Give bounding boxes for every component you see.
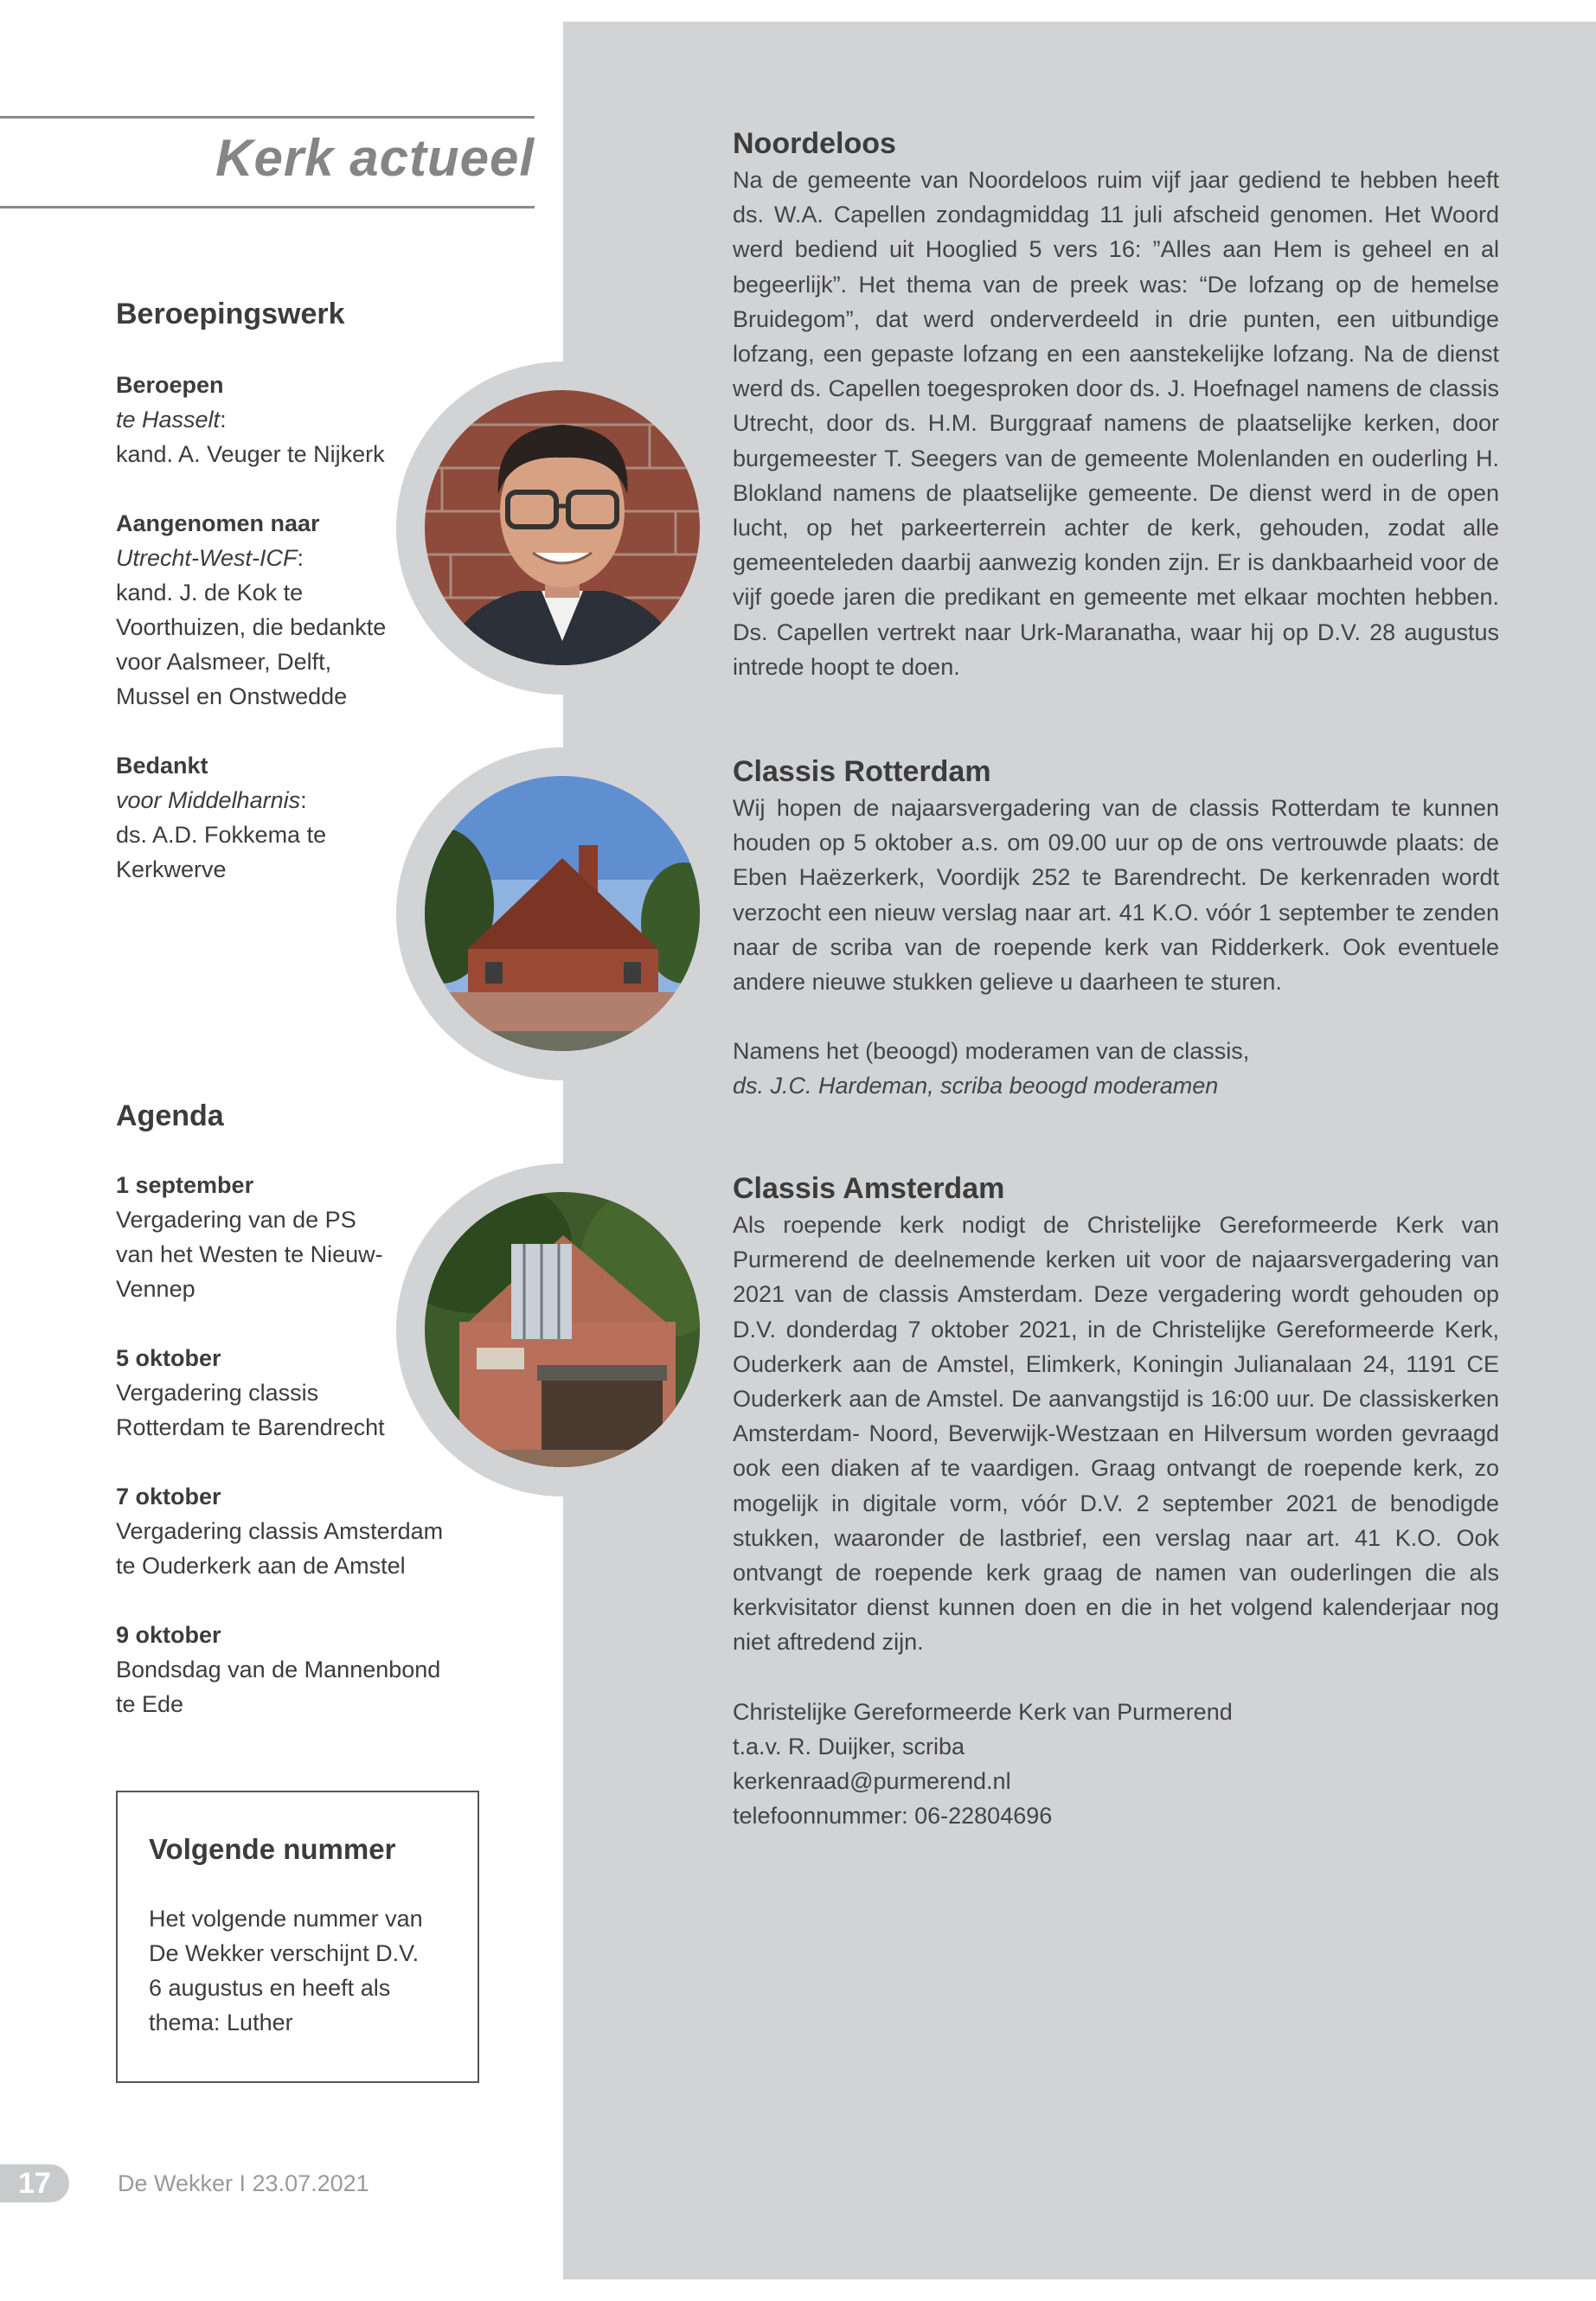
beroepen-label: Beroepen (116, 372, 224, 398)
amsterdam-contact-email: kerkenraad@purmerend.nl (733, 1768, 1011, 1795)
amsterdam-contact-line: Christelijke Gereformeerde Kerk van Purmerend (733, 1698, 1233, 1725)
agenda-date: 7 oktober (116, 1484, 221, 1509)
noordeloos-section (733, 125, 1499, 684)
footer-publication: De Wekker I 23.07.2021 (118, 2170, 369, 2196)
amsterdam-text: Als roepende kerk nodigt de Christelijke Gereformeerde Kerk van Purmerend de deelnemende kerken uit voor de najaarsvergadering van 2021 van de classis Amsterdam. Deze vergadering wordt gehouden op D.V. donderdag 7 oktober 2021, in de Christelijke Gereformeerde Kerk, Ouderkerk aan de Amstel, Elimkerk, Koningin Julianalaan 24, 1191 CE Ouderkerk aan de Amstel. De aanvangstijd is 16:00 uur. De classiskerken Amsterdam- Noord, Beverwijk-Westzaan en Hilversum worden gevraagd ook een diaken af te vaardigen. Graag ontvangt de roepende kerk, zo mogelijk in digitale vorm, vóór D.V. 2 september 2021 de benodigde stukken, waaronder de lastbrief, een verslag naar art. 41 K.O. Ook ontvangt de roepende kerk graag de namen van ouderlingen die als kerkvisitator dienst kunnen doen en die in het volgend kalenderjaar nog niet aftredend zijn. (733, 1212, 1499, 1656)
agenda-item (116, 1479, 497, 1583)
beroepingswerk-title: Beroepingswerk (116, 298, 345, 330)
agenda-line: van het Westen te Nieuw- (116, 1241, 383, 1267)
agenda-item (116, 1618, 497, 1721)
agenda-line: te Ede (116, 1691, 184, 1717)
aangenomen-line: voor Aalsmeer, Delft, (116, 649, 332, 675)
agenda-title: Agenda (116, 1099, 224, 1132)
noordeloos-title: Noordeloos (733, 127, 896, 160)
rotterdam-sign-name: ds. J.C. Hardeman, scriba beoogd moderamen (733, 1073, 1219, 1099)
church-photo-amsterdam (425, 1192, 700, 1467)
bedankt-label: Bedankt (116, 753, 208, 779)
amsterdam-contact-line: t.a.v. R. Duijker, scriba (733, 1733, 965, 1759)
header-bottom-rule (0, 206, 535, 208)
rotterdam-text: Wij hopen de najaarsvergadering van de classis Rotterdam te kunnen houden op 5 oktober a.s. om 09.00 uur op de ons vertrouwde plaats: de Eben Haëzerkerk, Voordijk 252 te Barendrecht. De kerkenraden wordt verzocht een nieuw verslag naar art. 41 K.O. vóór 1 september te zenden naar de scriba van de roepende kerk van Ridderkerk. Ook eventuele andere nieuwe stukken gelieve u daarheen te sturen. (733, 795, 1499, 996)
bedankt-place: voor Middelharnis (116, 787, 301, 813)
volgende-line: 6 augustus en heeft als (149, 1975, 391, 2001)
amsterdam-section (733, 1170, 1499, 1833)
volgende-line: De Wekker verschijnt D.V. (149, 1940, 420, 1966)
amsterdam-title: Classis Amsterdam (733, 1172, 1005, 1205)
agenda-date: 1 september (116, 1172, 254, 1198)
portrait-photo (425, 390, 700, 665)
aangenomen-line: Voorthuizen, die bedankte (116, 614, 387, 640)
volgende-title: Volgende nummer (149, 1833, 396, 1865)
page-number: 17 (0, 2164, 69, 2202)
agenda-line: Rotterdam te Barendrecht (116, 1414, 385, 1440)
aangenomen-place: Utrecht-West-ICF (116, 545, 298, 571)
aangenomen-block: Aangenomen naar Utrecht-West-ICF: kand. J. de Kok te Voorthuizen, die bedankte voor Aalsmeer, Delft, Mussel en Onstwedde (116, 506, 410, 714)
rotterdam-title: Classis Rotterdam (733, 755, 991, 788)
beroepingswerk-section (116, 297, 410, 887)
agenda-line: Bondsdag van de Mannenbond (116, 1657, 441, 1682)
bedankt-line: Kerkwerve (116, 856, 227, 882)
bedankt-line: ds. A.D. Fokkema te (116, 822, 327, 848)
agenda-line: Vergadering classis (116, 1380, 319, 1406)
beroepen-text: kand. A. Veuger te Nijkerk (116, 441, 385, 467)
beroepen-place: te Hasselt (116, 407, 221, 433)
agenda-line: te Ouderkerk aan de Amstel (116, 1553, 406, 1579)
header-top-rule (0, 116, 535, 119)
church-photo-rotterdam (425, 776, 700, 1051)
rotterdam-sign-line: Namens het (beoogd) moderamen van de classis, (733, 1038, 1250, 1065)
noordeloos-text: Na de gemeente van Noordeloos ruim vijf jaar gediend te hebben heeft ds. W.A. Capellen zondagmiddag 11 juli afscheid genomen. Het Woord werd bediend uit Hooglied 5 vers 16: ”Alles aan Hem is geheel en al begeerlijk”. Het thema van de preek was: “De lofzang op de hemelse Bruidegom”, dat werd onderverdeeld in drie punten, een uitbundige lofzang, een gepaste lofzang en een aanstekelijke lofzang. Na de dienst werd ds. Capellen toegesproken door ds. J. Hoefnagel namens de classis Utrecht, door ds. H.M. Burggraaf namens de plaatselijke kerken, door burgemeester T. Seegers van de gemeente Molenlanden en ouderling H. Blokland namens de plaatselijke gemeente. De dienst werd in de open lucht, op het parkeerterrein achter de kerk, gehouden, zodat alle gemeenteleden daarbij aanwezig konden zijn. Er is dankbaarheid voor de vijf goede jaren die predikant en gemeente met elkaar mochten hebben. Ds. Capellen vertrekt naar Urk-Maranatha, waar hij op D.V. 28 augustus intrede hoopt te doen. (733, 167, 1499, 680)
church-photo-ring-amsterdam (396, 1163, 729, 1497)
agenda-line: Vergadering van de PS (116, 1207, 356, 1233)
volgende-line: thema: Luther (149, 2009, 293, 2035)
agenda-line: Vennep (116, 1276, 195, 1302)
amsterdam-contact-phone: telefoonnummer: 06-22804696 (733, 1803, 1053, 1830)
volgende-nummer-box (116, 1791, 479, 2083)
aangenomen-line: kand. J. de Kok te (116, 580, 304, 606)
agenda-line: Vergadering classis Amsterdam (116, 1518, 444, 1544)
beroepen-block: Beroepen te Hasselt: kand. A. Veuger te Nijkerk (116, 368, 410, 471)
church-photo-ring-rotterdam (396, 747, 729, 1080)
rotterdam-section (733, 753, 1499, 1104)
portrait-photo-ring (396, 362, 729, 695)
bedankt-block: Bedankt voor Middelharnis: ds. A.D. Fokkema te Kerkwerve (116, 748, 410, 887)
volgende-line: Het volgende nummer van (149, 1906, 423, 1932)
aangenomen-line: Mussel en Onstwedde (116, 683, 348, 709)
page-title: Kerk actueel (215, 129, 535, 187)
agenda-date: 5 oktober (116, 1345, 221, 1371)
aangenomen-label: Aangenomen naar (116, 510, 320, 536)
agenda-date: 9 oktober (116, 1622, 221, 1648)
